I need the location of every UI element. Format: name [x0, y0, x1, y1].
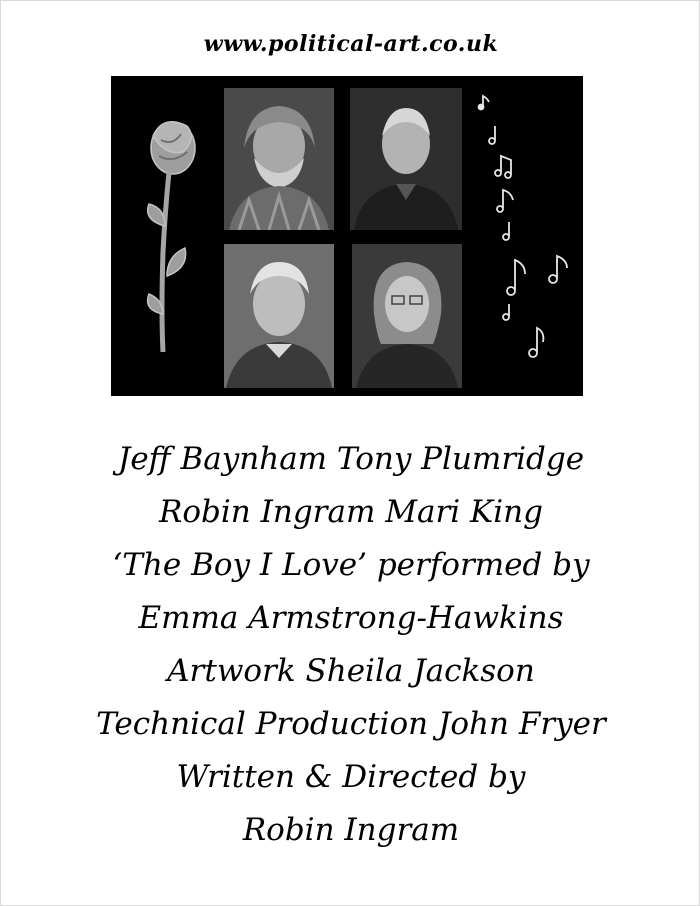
music-notes-icon — [111, 76, 583, 396]
credit-line-artwork: Artwork Sheila Jackson — [167, 653, 535, 689]
credit-line-song: ‘The Boy I Love’ performed by — [112, 547, 590, 583]
credit-line-performer: Emma Armstrong-Hawkins — [138, 600, 564, 636]
credit-line-technical: Technical Production John Fryer — [96, 706, 606, 742]
credit-line-written-directed: Written & Directed by — [176, 759, 526, 795]
credits-list — [1, 433, 700, 857]
credit-line-cast-2: Robin Ingram Mari King — [159, 494, 543, 530]
credit-line-cast-1: Jeff Baynham Tony Plumridge — [117, 441, 585, 477]
credit-line-director: Robin Ingram — [242, 812, 460, 848]
photo-panel — [111, 76, 583, 396]
website-url[interactable]: www.political-art.co.uk — [203, 31, 499, 57]
